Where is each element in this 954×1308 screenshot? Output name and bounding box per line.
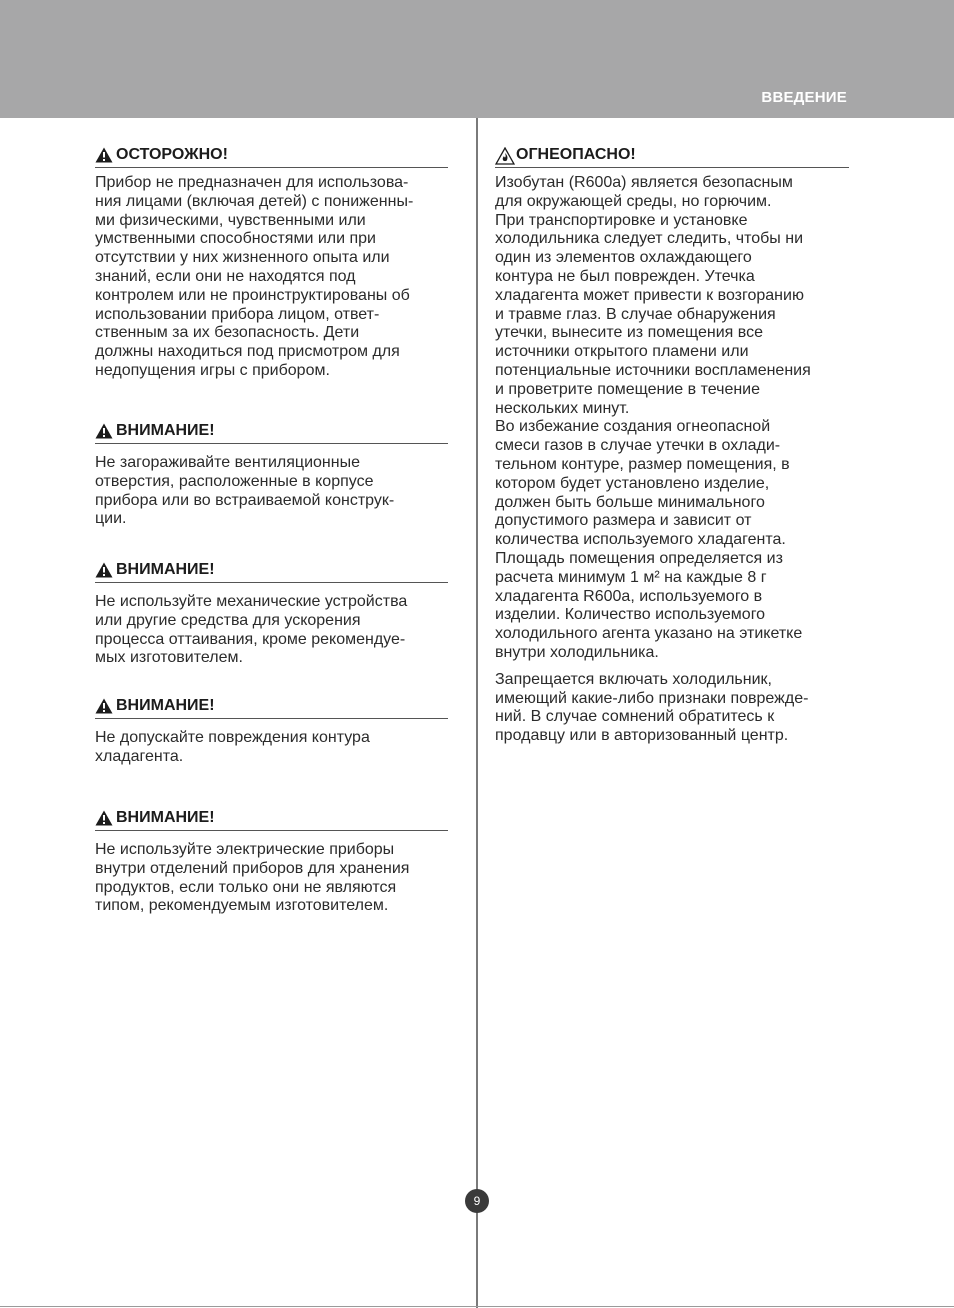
warning-heading bbox=[95, 808, 448, 831]
flame-warning-icon bbox=[495, 147, 513, 163]
warning-title: ВНИМАНИЕ! bbox=[116, 560, 215, 578]
warning-text: Не используйте механические устройства или другие средства для ускорения процесса оттаивания, кроме рекомендуе- мых изготовителем. bbox=[95, 593, 408, 667]
warning-triangle-icon bbox=[95, 147, 113, 163]
warning-text: Не загораживайте вентиляционные отверстия, расположенные в корпусе прибора или во встраиваемой конструк- ции. bbox=[95, 454, 395, 528]
caution-heading bbox=[95, 145, 448, 168]
warning-title: ВНИМАНИЕ! bbox=[116, 808, 215, 826]
fire-hazard-text: Изобутан (R600a) является безопасным для окружающей среды, но горючим. При транспортировке и установке холодильника следует следить, чтобы ни один из элементов охлаждающего контура не был поврежден. Утечка хладагента может привести к возгоранию и травме глаз. В случае обнаружения утечки, вынесите из помещения все источники открытого пламени или потенциальные источники воспламенения и проветрите помещение в течение нескольких минут. Во избежание создания огнеопасной смеси газов в случае утечки в охлади- тельном контуре, размер помещения, в котором будет установлено изделие, должен быть больше минимального допустимого размера и зависит от количества используемого хладагента. Площадь помещения определяется из расчета минимум 1 м² на каждые 8 г хладагента R600a, используемого в изделии. Количество используемого холодильного агента указано на этикетке внутри холодильника. bbox=[495, 174, 811, 661]
warning-triangle-icon bbox=[95, 698, 113, 714]
warning-title: ВНИМАНИЕ! bbox=[116, 696, 215, 714]
warning-title: ВНИМАНИЕ! bbox=[116, 421, 215, 439]
fire-hazard-heading bbox=[495, 145, 849, 168]
caution-title: ОСТОРОЖНО! bbox=[116, 145, 228, 163]
fire-hazard-title: ОГНЕОПАСНО! bbox=[516, 145, 636, 163]
page-number: 9 bbox=[465, 1189, 489, 1213]
bottom-rule bbox=[0, 1306, 954, 1307]
warning-heading bbox=[95, 421, 448, 444]
header-band bbox=[0, 0, 954, 118]
warning-text: Не используйте электрические приборы внутри отделений приборов для хранения продуктов, если только они не являются типом, рекомендуемым изготовителем. bbox=[95, 841, 410, 915]
caution-text: Прибор не предназначен для использова- ния лицами (включая детей) с пониженны- ми физическими, чувственными или умственными способностями или при отсутствии у них жизненного опыта или знаний, если они не находятся под контролем или не проинструктированы об использовании прибора лицом, ответ- ственным за их безопасность. Дети должны находиться под присмотром для недопущения игры с прибором. bbox=[95, 174, 414, 379]
caution-block bbox=[95, 145, 448, 381]
warning-block-electrical bbox=[95, 808, 448, 916]
warning-block-refrigerant-circuit bbox=[95, 696, 448, 767]
warning-text: Не допускайте повреждения контура хладагента. bbox=[95, 729, 370, 765]
warning-triangle-icon bbox=[95, 810, 113, 826]
column-divider bbox=[476, 118, 478, 1308]
warning-triangle-icon bbox=[95, 423, 113, 439]
warning-heading bbox=[95, 696, 448, 719]
fire-hazard-block bbox=[495, 145, 849, 746]
damage-warning-text: Запрещается включать холодильник, имеющий какие-либо признаки поврежде- ний. В случае сомнений обратитесь к продавцу или в авторизованный центр. bbox=[495, 670, 809, 745]
section-title: ВВЕДЕНИЕ bbox=[761, 89, 847, 106]
warning-block-ventilation bbox=[95, 421, 448, 529]
warning-heading bbox=[95, 560, 448, 583]
warning-triangle-icon bbox=[95, 562, 113, 578]
warning-block-defrost bbox=[95, 560, 448, 668]
